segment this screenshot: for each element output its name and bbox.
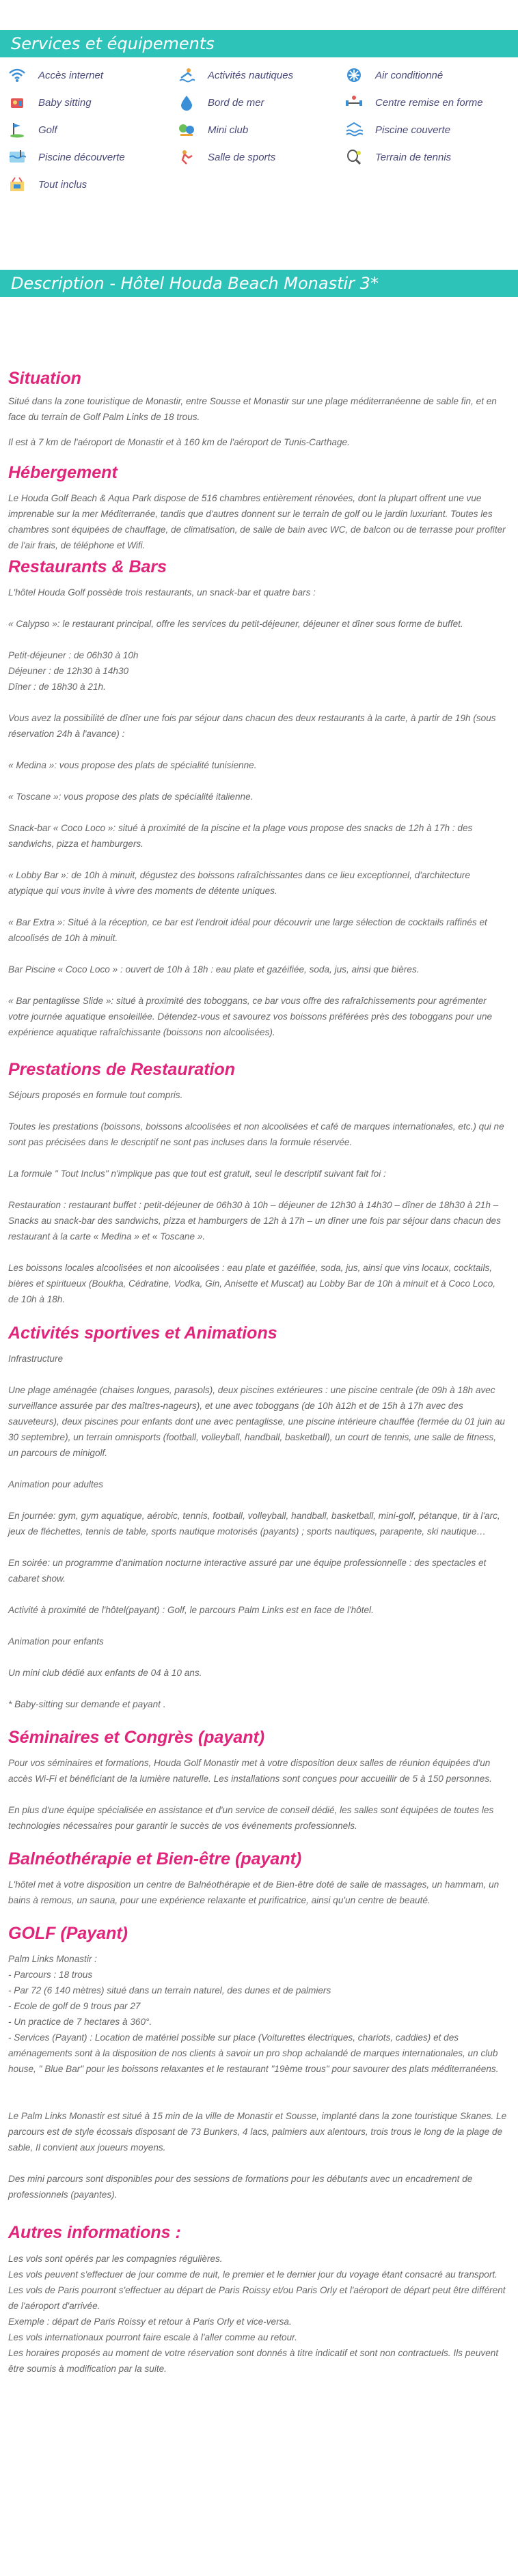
indoor-pool-icon [345, 121, 363, 139]
paragraph: - Services (Payant) : Location de matériel possible sur place (Voiturettes électriques, chariots, caddies) et des aménagements sont à la disposition de nos clients à savoir un pro shop achalandé de marques internationales, un club house, " Blue Bar" pour les boissons relaxantes et le restaurant "19ème trous" pour savourer des plats méditerranéens. [8, 2032, 499, 2074]
amenity-gym [178, 147, 275, 167]
paragraph: « Bar Extra »: Situé à la réception, ce bar est l'endroit idéal pour découvrir une large sélection de cocktails raffinés et alcoolisés de 10h à minuit. [8, 917, 487, 943]
paragraph: Bar Piscine « Coco Loco » : ouvert de 10h à 18h : eau plate et gazéifiée, soda, jus, ainsi que bières. [8, 964, 420, 975]
paragraph: - Ecole de golf de 9 trous par 27 [8, 2001, 141, 2011]
amenity-label: Tout inclus [38, 178, 87, 191]
golf-icon [8, 121, 26, 139]
section-title-activites: Activités sportives et Animations [8, 1324, 277, 1343]
section-title-seminaires: Séminaires et Congrès (payant) [8, 1728, 265, 1747]
paragraph: Un mini club dédié aux enfants de 04 à 10 ans. [8, 1668, 202, 1678]
paragraph: Pour vos séminaires et formations, Houda Golf Monastir met à votre disposition deux salles de réunion équipées d'un accès Wi-Fi et bénéficiant de la lumière naturelle. Les installations sont conçues pour accueillir de 5 à 150 personnes. [8, 1758, 492, 1784]
outdoor-pool-icon [8, 148, 26, 166]
paragraph: Situé dans la zone touristique de Monastir, entre Sousse et Monastir sur une plage méditerranéenne de sable fin, et en face du terrain de Golf Palm Links de 18 trous. [8, 396, 497, 422]
amenity-mini-club [178, 120, 248, 140]
amenity-indoor-pool [345, 120, 450, 140]
amenity-fitness [345, 92, 483, 113]
paragraph: La formule " Tout Inclus" n'implique pas que tout est gratuit, seul le descriptif suivant fait foi : [8, 1168, 386, 1179]
paragraph: Les horaires proposés au moment de votre réservation sont donnés à titre indicatif et sont non contractuels. Ils peuvent être soumis à modification par la suite. [8, 2348, 499, 2374]
paragraph: - Parcours : 18 trous [8, 1970, 93, 1980]
gym-icon [178, 148, 195, 166]
paragraph: Séjours proposés en formule tout compris. [8, 1090, 183, 1100]
amenity-tennis [345, 147, 451, 167]
paragraph: Infrastructure [8, 1354, 64, 1364]
paragraph: Animation pour enfants [8, 1636, 104, 1647]
paragraph: Le Houda Golf Beach & Aqua Park dispose de 516 chambres entièrement rénovées, dont la plupart offrent une vue imprenable sur la mer Méditerranée, tandis que d'autres donnent sur le terrain de golf ou le jardin luxuriant. Toutes les chambres sont équipées de chauffage, de climatisation, de salle de bain avec WC, de balcon ou de terrasse pour profiter de l'air frais, de téléphone et Wifi. [8, 493, 506, 550]
amenity-seaside [178, 92, 264, 113]
tennis-icon [345, 148, 363, 166]
amenity-water-sports [178, 65, 293, 85]
paragraph: Activité à proximité de l'hôtel(payant) : Golf, le parcours Palm Links est en face de l'hôtel. [8, 1605, 374, 1615]
amenity-label: Golf [38, 124, 57, 136]
paragraph: « Bar pentaglisse Slide »: situé à proximité des toboggans, ce bar vous offre des rafraîchissements pour agrémenter votre journée aquatique ensoleillée. Détendez-vous et savourez vos boissons préférées près des toboggans pour une expérience aquatique rafraîchissante (boissons non alcoolisées). [8, 996, 493, 1037]
paragraph: Les vols peuvent s'effectuer de jour comme de nuit, le premier et le dernier jour du voyage étant consacré au transport. [8, 2269, 497, 2280]
amenity-label: Accès internet [38, 69, 104, 81]
paragraph: « Medina »: vous propose des plats de spécialité tunisienne. [8, 760, 257, 770]
baby-sitting-icon [8, 94, 26, 111]
paragraph: Restauration : restaurant buffet : petit-déjeuner de 06h30 à 10h – déjeuner de 12h30 à 14h30 – dîner de 18h30 à 21h – Snacks au snack-bar des sandwichs, pizza et hamburgers de 12h à 17h – un dîner une fois par séjour dans chacun des restaurant à la carte « Medina » et « Toscane ». [8, 1200, 501, 1242]
section-title-hebergement: Hébergement [8, 463, 118, 482]
amenity-all-inclusive [8, 174, 87, 195]
amenity-internet [8, 65, 103, 85]
water-sports-icon [178, 66, 195, 84]
amenity-golf [8, 120, 57, 140]
paragraph: Vous avez la possibilité de dîner une fois par séjour dans chacun des deux restaurants à la carte, à partir de 19h (sous réservation 24h à l'avance) : [8, 713, 496, 739]
paragraph: Des mini parcours sont disponibles pour des sessions de formations pour les débutants avec un encadrement de professionnels (payantes). [8, 2174, 473, 2200]
paragraph: « Toscane »: vous propose des plats de spécialité italienne. [8, 792, 254, 802]
amenity-label: Baby sitting [38, 96, 92, 109]
paragraph: L'hôtel Houda Golf possède trois restaurants, un snack-bar et quatre bars : [8, 587, 316, 598]
amenity-label: Piscine découverte [38, 151, 125, 163]
paragraph: Il est à 7 km de l'aéroport de Monastir et à 160 km de l'aéroport de Tunis-Carthage. [8, 437, 350, 447]
paragraph: Dîner : de 18h30 à 21h. [8, 682, 106, 692]
amenity-baby-sitting [8, 92, 92, 113]
amenity-label: Bord de mer [208, 96, 264, 109]
paragraph: Snack-bar « Coco Loco »: situé à proximité de la piscine et la plage vous propose des snacks de 12h à 17h : des sandwichs, pizza et hamburgers. [8, 823, 473, 849]
amenity-label: Salle de sports [208, 151, 276, 163]
paragraph: Déjeuner : de 12h30 à 14h30 [8, 666, 129, 676]
fitness-icon [345, 94, 363, 111]
amenity-label: Mini club [208, 124, 249, 136]
paragraph: - Un practice de 7 hectares à 360°. [8, 2017, 152, 2027]
wifi-icon [8, 66, 26, 84]
sea-drop-icon [178, 94, 195, 111]
section-title-golf: GOLF (Payant) [8, 1924, 128, 1943]
paragraph: - Par 72 (6 140 mètres) situé dans un terrain naturel, des dunes et de palmiers [8, 1985, 331, 1996]
amenity-label: Air conditionné [375, 69, 444, 81]
section-title-prestations: Prestations de Restauration [8, 1060, 236, 1079]
paragraph: Toutes les prestations (boissons, boissons alcoolisées et non alcoolisées et café de marques internationales, etc.) qui ne sont pas précisées dans le descriptif ne sont pas incluses dans la formule réservée. [8, 1121, 504, 1147]
paragraph: Les vols sont opérés par les compagnies régulières. [8, 2254, 223, 2264]
paragraph: En soirée: un programme d'animation nocturne interactive assuré par une équipe professionnelle : des spectacles et cabaret show. [8, 1558, 487, 1584]
paragraph: Les vols internationaux pourront faire escale à l'aller comme au retour. [8, 2332, 297, 2342]
paragraph: En plus d'une équipe spécialisée en assistance et d'un service de conseil dédié, les salles sont équipées de toutes les technologies nécessaires pour garantir le succès de vos événements professionnels. [8, 1805, 494, 1831]
amenity-label: Centre remise en forme [375, 96, 483, 109]
amenity-label: Activités nautiques [208, 69, 294, 81]
air-conditioning-icon [345, 66, 363, 84]
amenity-air-conditioning [345, 65, 443, 85]
paragraph: Animation pour adultes [8, 1479, 104, 1489]
paragraph: « Lobby Bar »: de 10h à minuit, dégustez des boissons rafraîchissantes dans ce lieu exceptionnel, d'architecture atypique qui vous invite à vivre des moments de détente uniques. [8, 870, 470, 896]
paragraph: Exemple : départ de Paris Roissy et retour à Paris Orly et vice-versa. [8, 2316, 292, 2327]
amenity-label: Piscine couverte [375, 124, 451, 136]
paragraph: « Calypso »: le restaurant principal, offre les services du petit-déjeuner, déjeuner et dîner sous forme de buffet. [8, 619, 463, 629]
section-title-autres: Autres informations : [8, 2223, 181, 2242]
description-header: Description - Hôtel Houda Beach Monastir 3* [0, 270, 518, 297]
paragraph: Les boissons locales alcoolisées et non alcoolisées : eau plate et gazéifiée, soda, jus, ainsi que vins locaux, cocktails, bières et spiritueux (Boukha, Cédratine, Vodka, Gin, Anisette et Muscat) au Lobby Bar de 10h à minuit et à Coco Loco, de 10h à 18h. [8, 1263, 496, 1304]
section-title-balneo: Balnéothérapie et Bien-être (payant) [8, 1849, 302, 1868]
paragraph: Les vols de Paris pourront s'effectuer au départ de Paris Roissy et/ou Paris Orly et l'aéroport de départ peut être différent de l'aéroport d'arrivée. [8, 2285, 506, 2311]
paragraph: * Baby-sitting sur demande et payant . [8, 1699, 166, 1709]
paragraph: L'hôtel met à votre disposition un centre de Balnéothérapie et de Bien-être doté de salle de massages, un hammam, un bains à remous, un sauna, pour une expérience relaxante et purificatrice, ainsi qu'un centre de beauté. [8, 1879, 500, 1905]
paragraph: Une plage aménagée (chaises longues, parasols), deux piscines extérieures : une piscine centrale (de 09h à 18h avec surveillance assurée par des maîtres-nageurs), et une avec toboggans (de 10h à12h et de 15h à 17h avec des sauveteurs), deux piscines pour enfants dont une avec pentaglisse, une piscine intérieure chauffée (fermée du 01 juin au 30 septembre), un terrain omnisports (football, volleyball, handball, basketball), un court de tennis, une salle de fitness, un parcours de minigolf. [8, 1385, 505, 1458]
section-title-restaurants: Restaurants & Bars [8, 557, 167, 576]
section-title-situation: Situation [8, 369, 81, 388]
mini-club-icon [178, 121, 195, 139]
paragraph: Le Palm Links Monastir est situé à 15 min de la ville de Monastir et Sousse, implanté dans la zone touristique Skanes. Le parcours est de style écossais disposant de 73 Bunkers, 4 lacs, palmiers aux alentours, trois trous le long de la plage de sable, Il convient aux joueurs moyens. [8, 2111, 507, 2153]
paragraph: Palm Links Monastir : [8, 1954, 97, 1964]
paragraph: En journée: gym, gym aquatique, aérobic, tennis, football, volleyball, handball, basketball, mini-golf, pétanque, tir à l'arc, jeux de fléchettes, tennis de table, sports nautique motorisés (payants) ; sports nautiques, parapente, ski nautique… [8, 1511, 500, 1537]
all-inclusive-icon [8, 176, 26, 193]
amenity-outdoor-pool [8, 147, 125, 167]
amenity-label: Terrain de tennis [375, 151, 452, 163]
paragraph: Petit-déjeuner : de 06h30 à 10h [8, 650, 139, 660]
services-header: Services et équipements [0, 30, 518, 57]
